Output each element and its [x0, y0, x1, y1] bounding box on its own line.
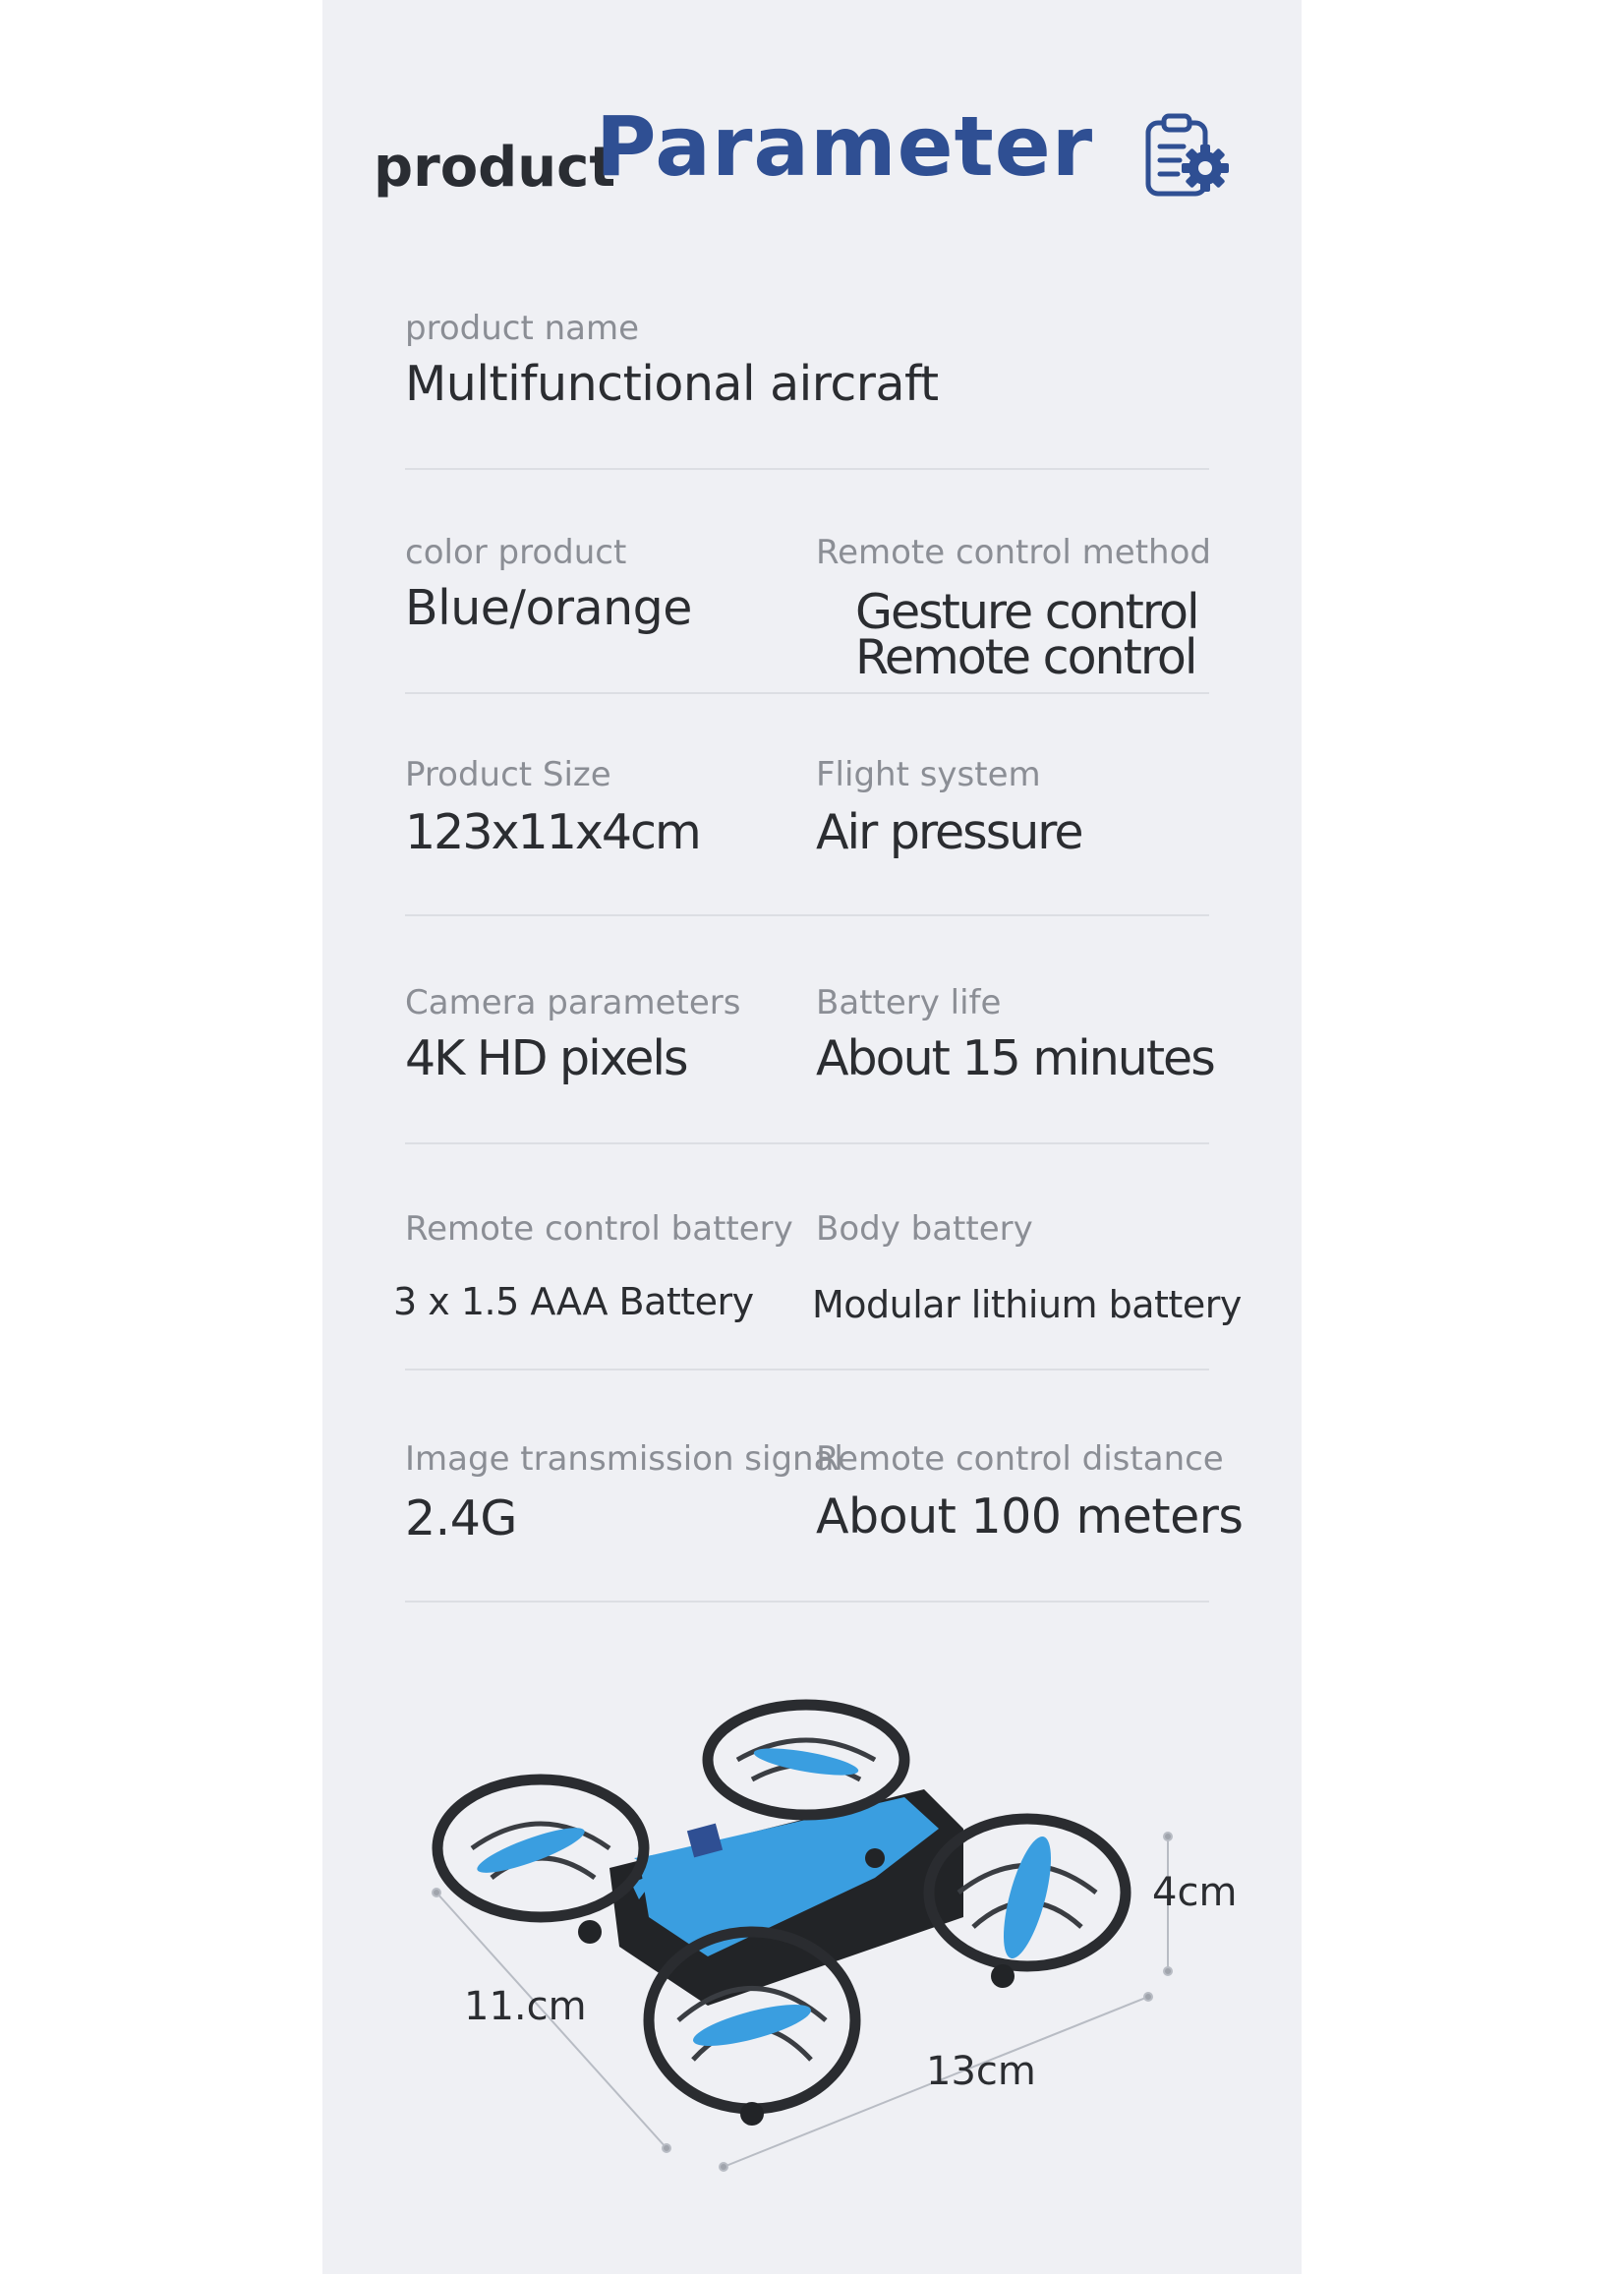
- camera-value: 4K HD pixels: [405, 1030, 687, 1086]
- divider: [405, 914, 1209, 916]
- remote-method-value-1: Gesture control: [855, 584, 1198, 640]
- remote-method-value-2: Remote control: [855, 629, 1196, 685]
- divider: [405, 692, 1209, 694]
- flight-label: Flight system: [816, 755, 1041, 794]
- remote-method-label: Remote control method: [816, 533, 1211, 572]
- color-label: color product: [405, 533, 627, 572]
- battery-life-value: About 15 minutes: [816, 1030, 1214, 1086]
- battery-life-label: Battery life: [816, 983, 1002, 1022]
- dimension-width: 13cm: [926, 2049, 1036, 2094]
- flight-value: Air pressure: [816, 804, 1082, 860]
- drone-illustration: [413, 1681, 1298, 2192]
- title-product: product: [374, 136, 616, 200]
- signal-label: Image transmission signal: [405, 1439, 843, 1479]
- divider: [405, 468, 1209, 470]
- title-parameter: Parameter: [596, 98, 1094, 195]
- document-gear-icon: [1140, 113, 1231, 204]
- product-name-label: product name: [405, 309, 639, 348]
- dimension-depth: 11.cm: [464, 1984, 587, 2029]
- dimension-height: 4cm: [1152, 1870, 1238, 1915]
- rc-distance-value: About 100 meters: [816, 1488, 1244, 1545]
- product-name-value: Multifunctional aircraft: [405, 356, 939, 412]
- divider: [405, 1601, 1209, 1603]
- body-battery-value: Modular lithium battery: [812, 1283, 1242, 1326]
- size-label: Product Size: [405, 755, 611, 794]
- body-battery-label: Body battery: [816, 1209, 1033, 1249]
- rc-distance-label: Remote control distance: [816, 1439, 1224, 1479]
- rc-battery-label: Remote control battery: [405, 1209, 793, 1249]
- color-value: Blue/orange: [405, 580, 692, 636]
- divider: [405, 1142, 1209, 1144]
- size-value: 123x11x4cm: [405, 804, 700, 860]
- divider: [405, 1369, 1209, 1370]
- camera-label: Camera parameters: [405, 983, 741, 1022]
- rc-battery-value: 3 x 1.5 AAA Battery: [393, 1280, 754, 1323]
- signal-value: 2.4G: [405, 1490, 517, 1546]
